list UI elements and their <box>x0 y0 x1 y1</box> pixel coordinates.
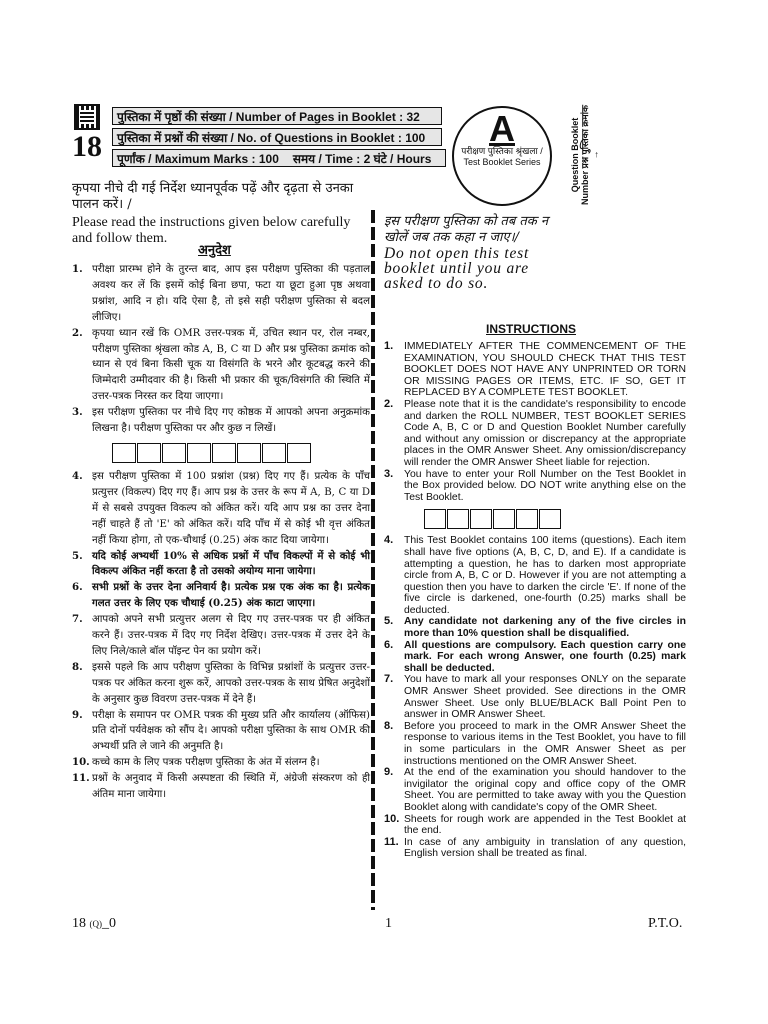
item-text: At the end of the examination you should handover to the invigilator the original copy and office copy of the OMR Sheet. You are permitted to take away with you the Question Booklet along with candidate's copy of the OMR Sheet. <box>404 767 686 813</box>
item-text: Sheets for rough work are appended in the Test Booklet at the end. <box>404 813 686 837</box>
list-item <box>72 326 370 406</box>
footer-code-tail: _0 <box>102 916 116 931</box>
item-number: 3. <box>72 406 83 419</box>
max-marks: पूर्णांक / Maximum Marks : 100 <box>117 152 279 166</box>
item-number: 4. <box>384 534 394 547</box>
item-number: 10. <box>384 812 400 825</box>
english-instruction-list <box>384 341 686 860</box>
series-letter: A <box>489 108 515 149</box>
item-number: 3. <box>384 467 394 480</box>
item-number: 9. <box>72 708 83 721</box>
item-number: 11. <box>72 772 90 785</box>
series-label-hindi: परीक्षण पुस्तिका श्रृंखला / <box>461 146 543 156</box>
item-text: Before you proceed to mark in the OMR Answer Sheet the response to various items in the Test Booklet, you have to fill in some particulars in the OMR Answer Sheet as per instructions mentioned on the OMR Answer Sheet. <box>404 720 686 767</box>
item-text: कृपया ध्यान रखें कि OMR उत्तर-पत्रक में, उचित स्थान पर, रोल नम्बर, परीक्षण पुस्तिका श्रृंखला कोड A, B, C या D और प्रश्न पुस्तिका क्रमांक को ध्यान से एवं बिना किसी चूक या विसंगति के भरने और कूटबद्ध करने की जिम्मेदारी उम्मीदवार की है। किसी भी प्रकार की चूक/विसंगति की स्थिति में उत्तर-पत्रक निरस्त कर दिया जाएगा। <box>92 327 370 403</box>
item-text: All questions are compulsory. Each question carry one mark. For each wrong Answer, one fourth (0.25) mark shall be deducted. <box>404 639 686 674</box>
list-item <box>72 755 370 771</box>
column-divider <box>371 210 375 910</box>
item-number: 8. <box>72 660 83 673</box>
item-text: आपको अपने सभी प्रत्युत्तर अलग से दिए गए उत्तर-पत्रक पर ही अंकित करने हैं। उत्तर-पत्रक में दिए गए निर्देश देखिए। उत्तर-पत्रक में उत्तर देने के लिए निले/काले बॉल पॉइन्ट पेन का प्रयोग करें। <box>92 614 370 657</box>
item-text: इस परीक्षण पुस्तिका में 100 प्रश्नांश (प्रश्न) दिए गए हैं। प्रत्येक के पाँच प्रत्युत्तर (विकल्प) दिए गए हैं। आप प्रश्न के उत्तर के रूप में A, B, C या D में से सबसे उपयुक्त विकल्प को अंकित करें। यदि आप प्रश्न का उत्तर देना नहीं चाहते हैं तो 'E' को अंकित करें। यदि पाँच में से कोई भी वृत्त अंकित नहीं किया होगा, तो एक-चौथाई (0.25) अंक काट दिया जायेगा। <box>92 470 370 546</box>
questions-info: पुस्तिका में प्रश्नों की संख्या / No. of Questions in Booklet : 100 <box>112 128 442 146</box>
list-item <box>384 535 686 616</box>
item-number: 4. <box>72 469 83 482</box>
booklet-code: 18 <box>72 130 102 163</box>
list-item <box>384 469 686 530</box>
intro-hindi: कृपया नीचे दी गई निर्देश ध्यानपूर्वक पढ़ें और दृढ़ता से उनका पालन करें। / <box>72 181 354 212</box>
right-intro <box>384 214 564 291</box>
footer-booklet-code <box>72 916 116 932</box>
list-item <box>72 405 370 463</box>
list-item <box>384 640 686 675</box>
list-item <box>384 616 686 639</box>
list-item <box>384 399 686 469</box>
do-not-open-hindi: इस परीक्षण पुस्तिका को तब तक न खोलें जब तक कहा न जाए।/ <box>384 214 549 245</box>
list-item <box>384 341 686 399</box>
pages-info: पुस्तिका में पृष्ठों की संख्या / Number of Pages in Booklet : 32 <box>112 107 442 125</box>
barcode-icon <box>74 104 100 130</box>
roll-number-boxes[interactable] <box>424 509 686 529</box>
footer-code-main: 18 <box>72 916 86 931</box>
item-text: प्रश्नों के अनुवाद में किसी अस्पष्टता की स्थिति में, अंग्रेजी संस्करण को ही अंतिम माना जायेगा। <box>92 773 370 801</box>
instructions-heading: INSTRUCTIONS <box>486 322 576 336</box>
list-item <box>384 837 686 860</box>
item-text: यदि कोई अभ्यर्थी 10% से अधिक प्रश्नों में पाँच विकल्पों में से कोई भी विकल्प अंकित नहीं करता है तो उसको अयोग्य माना जायेगा। <box>92 549 370 578</box>
list-item <box>72 771 370 803</box>
series-circle <box>452 106 552 206</box>
intro-english: Please read the instructions given below carefully and follow them. <box>72 215 351 246</box>
item-number: 1. <box>384 340 394 352</box>
item-number: 9. <box>384 766 394 779</box>
anudesh-heading: अनुदेश <box>198 243 231 258</box>
item-number: 10. <box>72 756 90 769</box>
time-info: समय / Time : 2 घंटे / Hours <box>292 152 432 166</box>
item-text: परीक्षा के समापन पर OMR पत्रक की मुख्य प्रति और कार्यालय (ऑफिस) प्रति दोनों पर्यवेक्षक को सौंप दे। आपको परीक्षा पुस्तिका के साथ OMR की अभ्यर्थी प्रति ले जाने की अनुमति है। <box>92 709 370 753</box>
item-text: सभी प्रश्नों के उत्तर देना अनिवार्य है। प्रत्येक प्रश्न एक अंक का है। प्रत्येक गलत उत्तर के लिए एक चौथाई (0.25) अंक काटा जाएगा। <box>92 581 370 610</box>
list-item <box>384 814 686 837</box>
list-item <box>384 674 686 720</box>
item-number: 6. <box>384 638 394 651</box>
item-text: Please note that it is the candidate's responsibility to encode and darken the ROLL NUMBER, TEST BOOKLET SERIES Code A, B, C or D and Question Booklet Number carefully and without any omission or discrepancy at the appropriate places in the OMR Answer Sheet. Any omission/discrepancy will render the OMR Answer Sheet liable for rejection. <box>404 398 686 468</box>
item-number: 2. <box>72 326 83 339</box>
item-number: 5. <box>384 615 394 628</box>
list-item <box>72 549 370 581</box>
item-number: 1. <box>72 263 83 275</box>
item-number: 5. <box>72 549 83 562</box>
do-not-open-english: Do not open this test booklet until you are asked to do so. <box>384 245 530 292</box>
item-text: You have to enter your Roll Number on the Test Booklet in the Box provided below. DO NOT write anything else on the Test Booklet. <box>404 468 686 503</box>
item-text: IMMEDIATELY AFTER THE COMMENCEMENT OF THE EXAMINATION, YOU SHOULD CHECK THAT THIS TEST BOOKLET DOES NOT HAVE ANY UNPRINTED OR TORN OR MISSING PAGES OR ITEMS, ETC. IF SO, GET IT REPLACED BY A COMPLETE TEST BOOKLET. <box>404 341 686 399</box>
list-item <box>72 660 370 708</box>
question-booklet-number-label: Question Booklet Number प्रश्न पुस्तिका क्रमांक → <box>570 105 600 205</box>
list-item <box>384 721 686 767</box>
item-text: इस परीक्षण पुस्तिका पर नीचे दिए गए कोष्ठक में आपको अपना अनुक्रमांक लिखना है। परीक्षण पुस्तिका पर और कुछ न लिखें। <box>92 407 370 435</box>
item-text: This Test Booklet contains 100 items (questions). Each item shall have five options (A, B, C, D, and E). If a candidate is attempting a question, he has to darken most appropriate circle from A, B, C or D. However if you are not attempting a question then you have to darken the circle 'E'. If none of the five circle is darkened, one-fourth (0.25) marks shall be deducted. <box>404 535 686 616</box>
pto-label: P.T.O. <box>648 916 683 931</box>
item-number: 6. <box>72 581 83 594</box>
item-text: परीक्षा प्रारम्भ होने के तुरन्त बाद, आप इस परीक्षण पुस्तिका की पड़ताल अवश्य कर लें कि इसमें कोई बिना छपा, फटा या छूटा हुआ पृष्ठ अथवा प्रश्नांश, आदि न हो। यदि ऐसा है, तो इसे सही परीक्षण पुस्तिका से बदल लीजिए। <box>92 264 370 323</box>
list-item <box>72 580 370 612</box>
list-item <box>72 262 370 326</box>
list-item <box>72 469 370 549</box>
item-text: Any candidate not darkening any of the five circles in more than 10% question shall be disqualified. <box>404 616 686 640</box>
item-text: कच्चे काम के लिए पत्रक परीक्षण पुस्तिका के अंत में संलग्न है। <box>92 757 320 769</box>
item-number: 7. <box>72 613 83 626</box>
item-number: 8. <box>384 719 394 732</box>
hindi-instruction-list <box>72 262 370 803</box>
list-item <box>72 612 370 660</box>
list-item <box>72 708 370 756</box>
item-number: 2. <box>384 397 394 410</box>
series-label-english: Test Booklet Series <box>463 157 541 167</box>
marks-time-info <box>112 149 446 167</box>
item-number: 11. <box>384 835 399 848</box>
page-number: 1 <box>385 916 392 931</box>
item-number: 7. <box>384 673 394 686</box>
list-item <box>384 767 686 813</box>
left-intro <box>72 181 370 247</box>
item-text: In case of any ambiguity in translation of any question, English version shall be treated as final. <box>404 836 686 860</box>
footer-code-small: (Q) <box>89 919 102 929</box>
item-text: You have to mark all your responses ONLY on the separate OMR Answer Sheet provided. See directions in the OMR Answer Sheet. Use only BLUE/BLACK Ball Point Pen to answer in OMR Answer Sheet. <box>404 674 686 721</box>
roll-number-boxes[interactable] <box>112 443 370 463</box>
item-text: इससे पहले कि आप परीक्षण पुस्तिका के विभिन्न प्रश्नांशों के प्रत्युत्तर उत्तर-पत्रक पर अंकित करना शुरू करें, आपको उत्तर-पत्रक के साथ प्रेषित अनुदेशों के अनुसार कुछ विवरण उत्तर-पत्रक में देने हैं। <box>92 661 370 705</box>
